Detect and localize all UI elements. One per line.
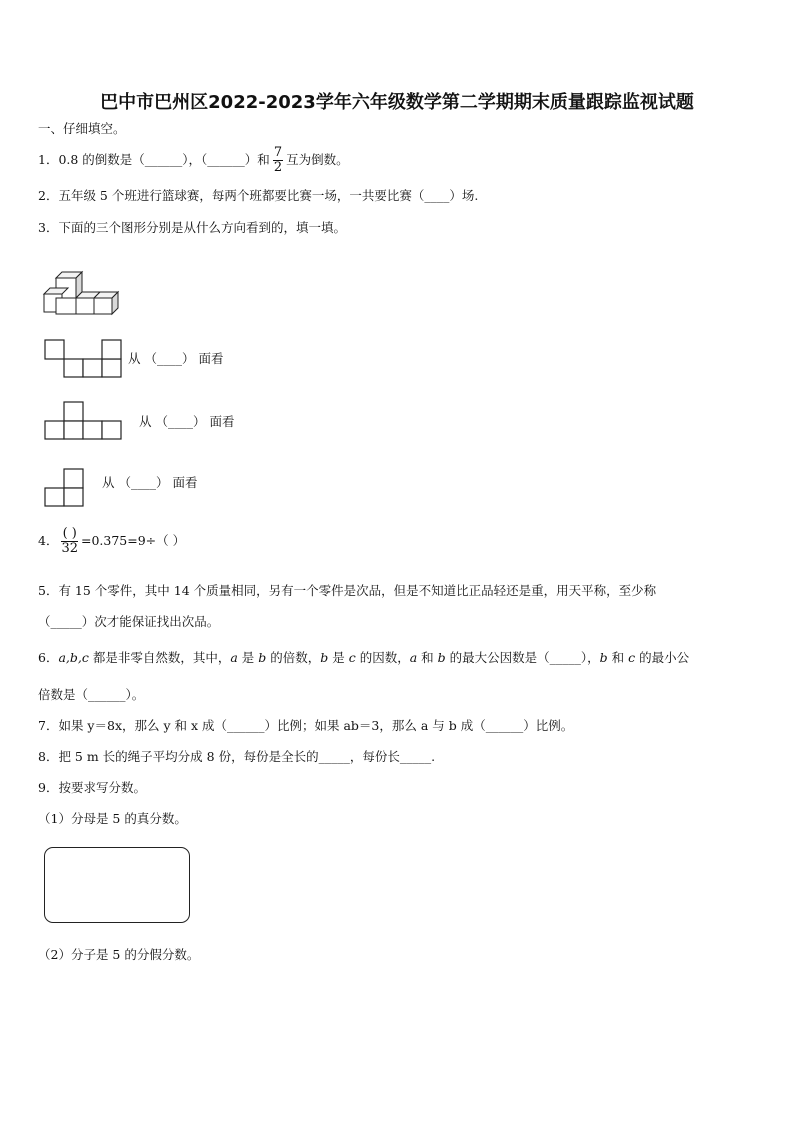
question-1-text: 1．0.8 的倒数是（______），（______）和	[38, 152, 270, 167]
q6-text: 的最大公因数是（_____），	[445, 650, 600, 665]
view-2-figure	[44, 401, 126, 441]
question-6-line-1	[38, 650, 689, 666]
q6-text: 的因数，	[355, 650, 410, 665]
view-1-figure	[44, 339, 126, 379]
question-4-tail: =0.375=9÷（ ）	[81, 533, 186, 548]
q6-var: a	[409, 650, 418, 665]
q6-text: 的倍数，	[266, 650, 321, 665]
fraction-blank-32	[61, 527, 78, 556]
q6-var: b	[320, 650, 329, 665]
answer-box[interactable]	[44, 847, 190, 923]
q6-text: 和	[607, 650, 629, 665]
section-heading: 一、仔细填空。	[38, 121, 126, 136]
q6-var: a,b,c	[58, 650, 89, 665]
question-2: 2．五年级 5 个班进行篮球赛，每两个班都要比赛一场，一共要比赛（____）场.	[38, 188, 479, 203]
view-3-label: 从 （____） 面看	[102, 475, 198, 490]
view-1-label: 从 （____） 面看	[128, 351, 224, 366]
question-5-line-1: 5．有 15 个零件，其中 14 个质量相同，另有一个零件是次品，但是不知道比正品轻还是重，用天平称，至少称	[38, 583, 657, 598]
question-4-number: 4．	[38, 533, 59, 548]
q6-text: 是	[237, 650, 259, 665]
question-3: 3．下面的三个图形分别是从什么方向看到的，填一填。	[38, 220, 346, 235]
q6-var: b	[258, 650, 267, 665]
cube-stack-figure	[42, 270, 126, 318]
q6-text: 是	[328, 650, 349, 665]
question-7: 7．如果 y＝8x，那么 y 和 x 成（______）比例；如果 ab＝3，那么 a 与 b 成（______）比例。	[38, 718, 574, 733]
fraction-denominator: 2	[273, 160, 283, 175]
fraction-numerator: ( )	[62, 526, 77, 541]
view-2-label: 从 （____） 面看	[139, 414, 235, 429]
question-8: 8．把 5 m 长的绳子平均分成 8 份，每份是全长的_____，每份长_____.	[38, 749, 436, 764]
question-9-part-2: （2）分子是 5 的分假分数。	[38, 947, 200, 962]
fraction-denominator: 32	[61, 541, 78, 556]
q6-text: 和	[417, 650, 438, 665]
question-6-line-2: 倍数是（______）。	[38, 687, 145, 702]
q6-var: c	[628, 650, 636, 665]
question-4	[38, 527, 185, 556]
view-3-figure	[44, 468, 88, 508]
question-1-tail: 互为倒数。	[286, 152, 349, 167]
fraction-7-2	[273, 146, 283, 175]
question-1	[38, 146, 349, 175]
question-9-part-1: （1）分母是 5 的真分数。	[38, 811, 187, 826]
q6-var: b	[437, 650, 446, 665]
question-9: 9．按要求写分数。	[38, 780, 146, 795]
q6-var: a	[230, 650, 238, 665]
page-title: 巴中市巴州区2022-2023学年六年级数学第二学期期末质量跟踪监视试题	[100, 92, 694, 113]
q6-text: 6．	[38, 650, 59, 665]
q6-var: c	[348, 650, 356, 665]
question-5-line-2: （_____）次才能保证找出次品。	[38, 614, 220, 629]
q6-text: 的最小公	[635, 650, 690, 665]
q6-text: 都是非零自然数，其中，	[88, 650, 231, 665]
fraction-numerator: 7	[273, 145, 283, 160]
q6-var: b	[599, 650, 608, 665]
